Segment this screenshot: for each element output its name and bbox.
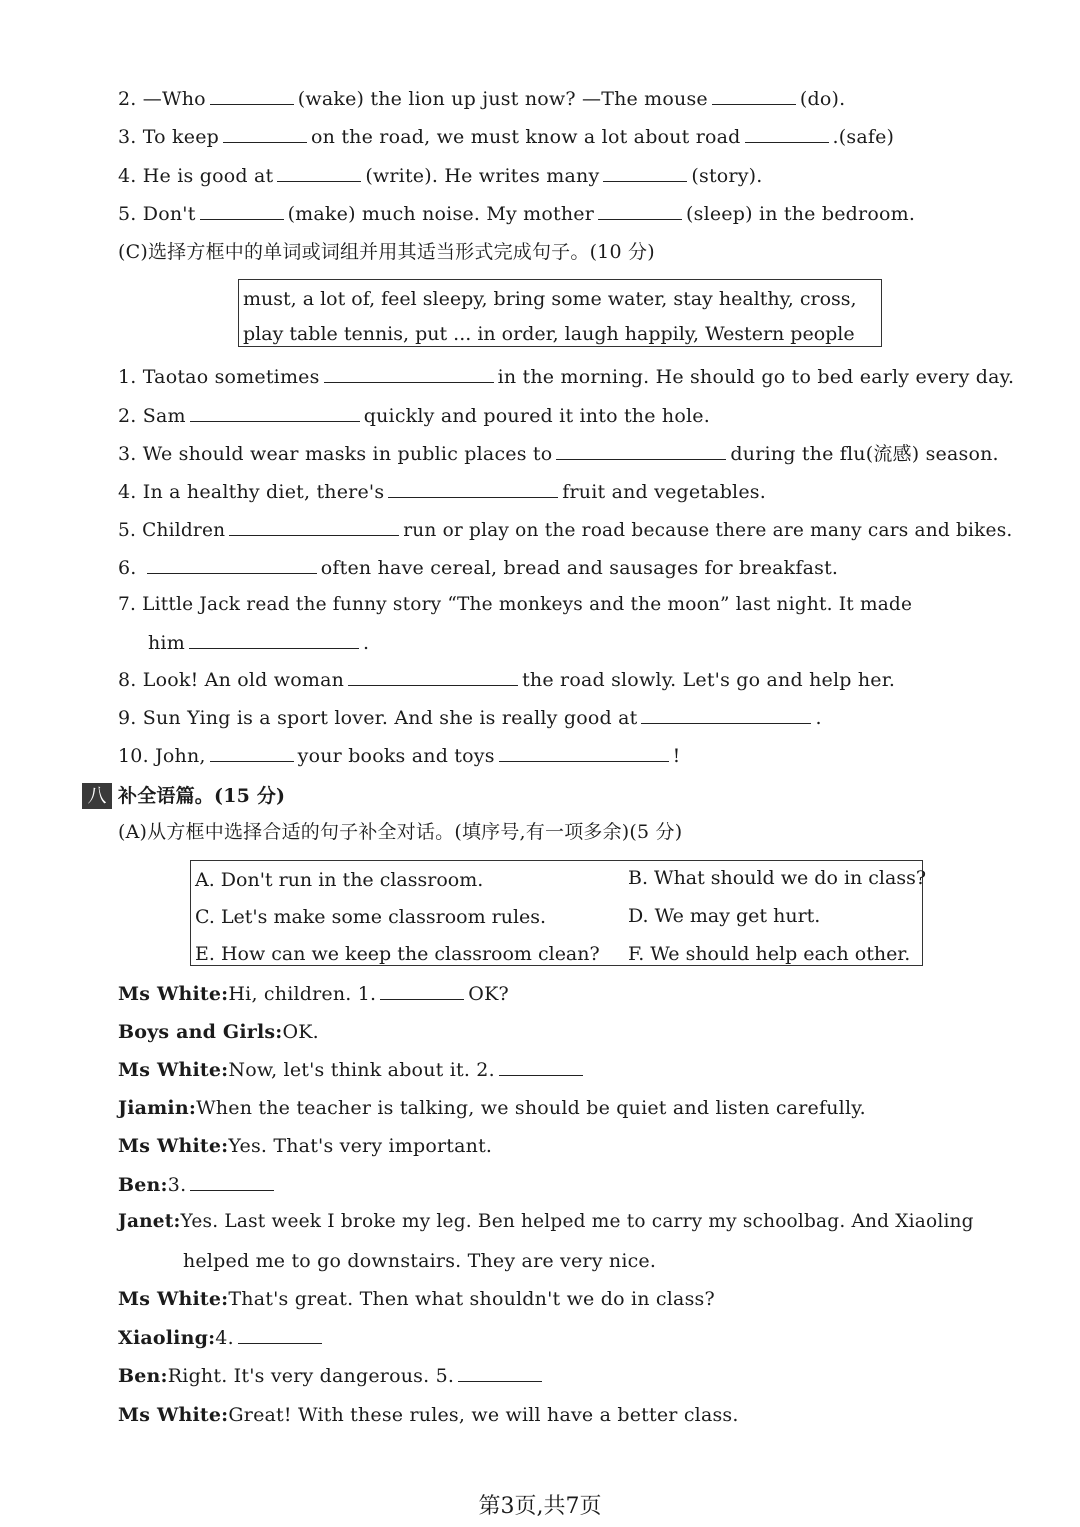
part-b-item-5: 5. Don't (make) much noise. My mother (sleep) in the bedroom. — [118, 203, 916, 225]
dialogue-line: Ben:3. — [118, 1172, 278, 1198]
option-c: C. Let's make some classroom rules. — [195, 906, 547, 928]
dialogue-line: Ms White:Now, let's think about it. 2. — [118, 1057, 587, 1083]
answer-blank[interactable] — [189, 630, 359, 649]
part-c-item-8: 8. Look! An old woman the road slowly. Let's go and help her. — [118, 669, 896, 691]
options-box — [190, 860, 927, 966]
section-number-badge: 八 — [82, 783, 112, 809]
dialogue-line: Ms White:Great! With these rules, we will have a better class. — [118, 1404, 739, 1426]
dialogue-line: Janet:Yes. Last week I broke my leg. Ben helped me to carry my schoolbag. And Xiaoling — [118, 1211, 974, 1232]
answer-blank[interactable] — [238, 1325, 322, 1344]
part-c-heading: (C)选择方框中的单词或词组并用其适当形式完成句子。(10 分) — [118, 241, 655, 263]
answer-blank[interactable] — [229, 517, 399, 536]
dialogue-line: Boys and Girls:OK. — [118, 1021, 319, 1043]
part-c-item-7: 7. Little Jack read the funny story “The monkeys and the moon” last night. It made — [118, 594, 913, 615]
part-a-heading: (A)从方框中选择合适的句子补全对话。(填序号,有一项多余)(5 分) — [118, 821, 683, 843]
answer-blank[interactable] — [348, 667, 518, 686]
answer-blank[interactable] — [712, 86, 796, 105]
speaker: Ben: — [118, 1174, 168, 1196]
answer-blank[interactable] — [223, 124, 307, 143]
answer-blank[interactable] — [598, 201, 682, 220]
part-c-item-3: 3. We should wear masks in public places to during the flu(流感) season. — [118, 443, 999, 465]
answer-blank[interactable] — [641, 705, 811, 724]
answer-blank[interactable] — [324, 364, 494, 383]
speaker: Ms White: — [118, 1404, 229, 1426]
answer-blank[interactable] — [200, 201, 284, 220]
dialogue-line: Xiaoling:4. — [118, 1325, 326, 1351]
part-c-item-7-cont: him . — [148, 632, 370, 654]
part-c-item-5: 5. Children run or play on the road because there are many cars and bikes. — [118, 517, 1012, 544]
speaker: Jiamin: — [118, 1097, 197, 1119]
answer-blank[interactable] — [499, 743, 669, 762]
option-a: A. Don't run in the classroom. — [195, 869, 484, 891]
answer-blank[interactable] — [190, 403, 360, 422]
page-footer: 第3页,共7页 — [478, 1494, 602, 1519]
answer-blank[interactable] — [210, 86, 294, 105]
answer-blank[interactable] — [458, 1363, 542, 1382]
word-box — [238, 279, 882, 347]
dialogue-line: Ms White:Hi, children. 1. OK? — [118, 983, 509, 1005]
speaker: Xiaoling: — [118, 1327, 216, 1349]
part-c-item-6: 6. often have cereal, bread and sausages for breakfast. — [118, 557, 839, 579]
part-b-item-2: 2. —Who (wake) the lion up just now? —The mouse (do). — [118, 88, 846, 110]
part-b-item-4: 4. He is good at (write). He writes many (story). — [118, 165, 763, 187]
answer-blank[interactable] — [147, 555, 317, 574]
option-e: E. How can we keep the classroom clean? — [195, 943, 600, 965]
option-b: B. What should we do in class? — [628, 867, 927, 889]
part-c-item-4: 4. In a healthy diet, there's fruit and vegetables. — [118, 481, 766, 503]
answer-blank[interactable] — [190, 1172, 274, 1191]
dialogue-line: helped me to go downstairs. They are very nice. — [183, 1250, 657, 1272]
speaker: Boys and Girls: — [118, 1021, 283, 1043]
word-box-row: play table tennis, put ... in order, laugh happily, Western people — [243, 323, 855, 345]
part-c-item-9: 9. Sun Ying is a sport lover. And she is really good at . — [118, 707, 822, 729]
section-8-title: 补全语篇。(15 分) — [118, 785, 286, 807]
dialogue-line: Jiamin:When the teacher is talking, we should be quiet and listen carefully. — [118, 1097, 866, 1119]
speaker: Ms White: — [118, 1135, 229, 1157]
part-c-item-1: 1. Taotao sometimes in the morning. He should go to bed early every day. — [118, 366, 1015, 388]
answer-blank[interactable] — [499, 1057, 583, 1076]
dialogue-line: Ben:Right. It's very dangerous. 5. — [118, 1363, 546, 1389]
answer-blank[interactable] — [745, 124, 829, 143]
speaker: Ms White: — [118, 1288, 229, 1310]
answer-blank[interactable] — [603, 163, 687, 182]
word-box-row: must, a lot of, feel sleepy, bring some water, stay healthy, cross, — [243, 288, 857, 310]
part-c-item-10: 10. John, your books and toys ! — [118, 745, 681, 767]
speaker: Janet: — [118, 1211, 181, 1232]
part-b-item-3: 3. To keep on the road, we must know a lot about road .(safe) — [118, 126, 895, 148]
dialogue-line: Ms White:That's great. Then what shouldn't we do in class? — [118, 1288, 715, 1310]
speaker: Ben: — [118, 1365, 168, 1387]
answer-blank[interactable] — [556, 441, 726, 460]
speaker: Ms White: — [118, 983, 229, 1005]
option-f: F. We should help each other. — [628, 943, 911, 965]
answer-blank[interactable] — [388, 479, 558, 498]
dialogue-line: Ms White:Yes. That's very important. — [118, 1135, 493, 1157]
answer-blank[interactable] — [210, 743, 294, 762]
answer-blank[interactable] — [380, 981, 464, 1000]
part-c-item-2: 2. Sam quickly and poured it into the hole. — [118, 405, 710, 427]
option-d: D. We may get hurt. — [628, 905, 821, 927]
answer-blank[interactable] — [277, 163, 361, 182]
speaker: Ms White: — [118, 1059, 229, 1081]
